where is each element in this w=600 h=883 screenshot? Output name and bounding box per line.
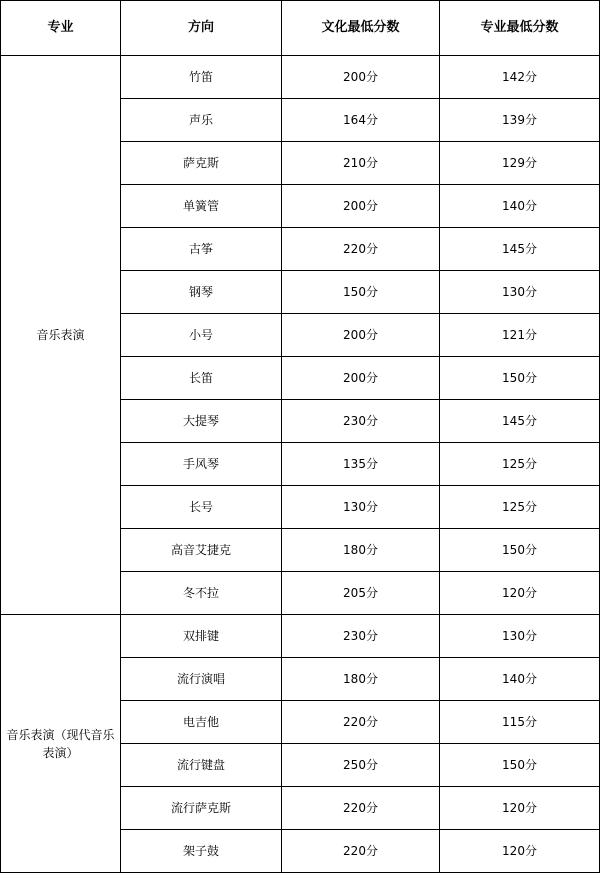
major-score-cell: 139分 <box>440 99 600 142</box>
culture-score-cell: 205分 <box>282 572 440 615</box>
direction-cell: 流行萨克斯 <box>121 787 282 830</box>
direction-cell: 架子鼓 <box>121 830 282 873</box>
direction-cell: 双排键 <box>121 615 282 658</box>
header-culture-min: 文化最低分数 <box>282 1 440 56</box>
major-score-cell: 145分 <box>440 400 600 443</box>
culture-score-cell: 130分 <box>282 486 440 529</box>
major-score-cell: 150分 <box>440 529 600 572</box>
direction-cell: 古筝 <box>121 228 282 271</box>
major-score-cell: 130分 <box>440 615 600 658</box>
direction-cell: 手风琴 <box>121 443 282 486</box>
direction-cell: 萨克斯 <box>121 142 282 185</box>
table-row <box>1 615 600 658</box>
table-row <box>1 56 600 99</box>
culture-score-cell: 210分 <box>282 142 440 185</box>
major-cell: 音乐表演 <box>1 56 121 615</box>
culture-score-cell: 200分 <box>282 185 440 228</box>
culture-score-cell: 220分 <box>282 830 440 873</box>
culture-score-cell: 220分 <box>282 701 440 744</box>
direction-cell: 大提琴 <box>121 400 282 443</box>
direction-cell: 流行演唱 <box>121 658 282 701</box>
culture-score-cell: 135分 <box>282 443 440 486</box>
culture-score-cell: 220分 <box>282 787 440 830</box>
direction-cell: 钢琴 <box>121 271 282 314</box>
table-body <box>1 56 600 873</box>
major-score-cell: 120分 <box>440 787 600 830</box>
direction-cell: 长笛 <box>121 357 282 400</box>
culture-score-cell: 200分 <box>282 357 440 400</box>
culture-score-cell: 220分 <box>282 228 440 271</box>
header-row <box>1 1 600 56</box>
major-score-cell: 129分 <box>440 142 600 185</box>
major-score-cell: 120分 <box>440 830 600 873</box>
culture-score-cell: 180分 <box>282 529 440 572</box>
culture-score-cell: 200分 <box>282 314 440 357</box>
direction-cell: 声乐 <box>121 99 282 142</box>
header-direction: 方向 <box>121 1 282 56</box>
major-score-cell: 120分 <box>440 572 600 615</box>
direction-cell: 竹笛 <box>121 56 282 99</box>
major-score-cell: 142分 <box>440 56 600 99</box>
culture-score-cell: 250分 <box>282 744 440 787</box>
major-score-cell: 115分 <box>440 701 600 744</box>
major-score-cell: 125分 <box>440 443 600 486</box>
major-score-cell: 130分 <box>440 271 600 314</box>
culture-score-cell: 180分 <box>282 658 440 701</box>
major-score-cell: 140分 <box>440 185 600 228</box>
major-score-cell: 121分 <box>440 314 600 357</box>
direction-cell: 流行键盘 <box>121 744 282 787</box>
direction-cell: 高音艾捷克 <box>121 529 282 572</box>
direction-cell: 电吉他 <box>121 701 282 744</box>
culture-score-cell: 230分 <box>282 615 440 658</box>
header-major: 专业 <box>1 1 121 56</box>
direction-cell: 单簧管 <box>121 185 282 228</box>
major-score-cell: 150分 <box>440 744 600 787</box>
direction-cell: 长号 <box>121 486 282 529</box>
direction-cell: 小号 <box>121 314 282 357</box>
culture-score-cell: 230分 <box>282 400 440 443</box>
major-cell: 音乐表演（现代音乐表演） <box>1 615 121 873</box>
table-header <box>1 1 600 56</box>
culture-score-cell: 150分 <box>282 271 440 314</box>
major-score-cell: 140分 <box>440 658 600 701</box>
culture-score-cell: 164分 <box>282 99 440 142</box>
major-score-cell: 125分 <box>440 486 600 529</box>
header-major-min: 专业最低分数 <box>440 1 600 56</box>
direction-cell: 冬不拉 <box>121 572 282 615</box>
major-score-cell: 145分 <box>440 228 600 271</box>
culture-score-cell: 200分 <box>282 56 440 99</box>
major-score-cell: 150分 <box>440 357 600 400</box>
